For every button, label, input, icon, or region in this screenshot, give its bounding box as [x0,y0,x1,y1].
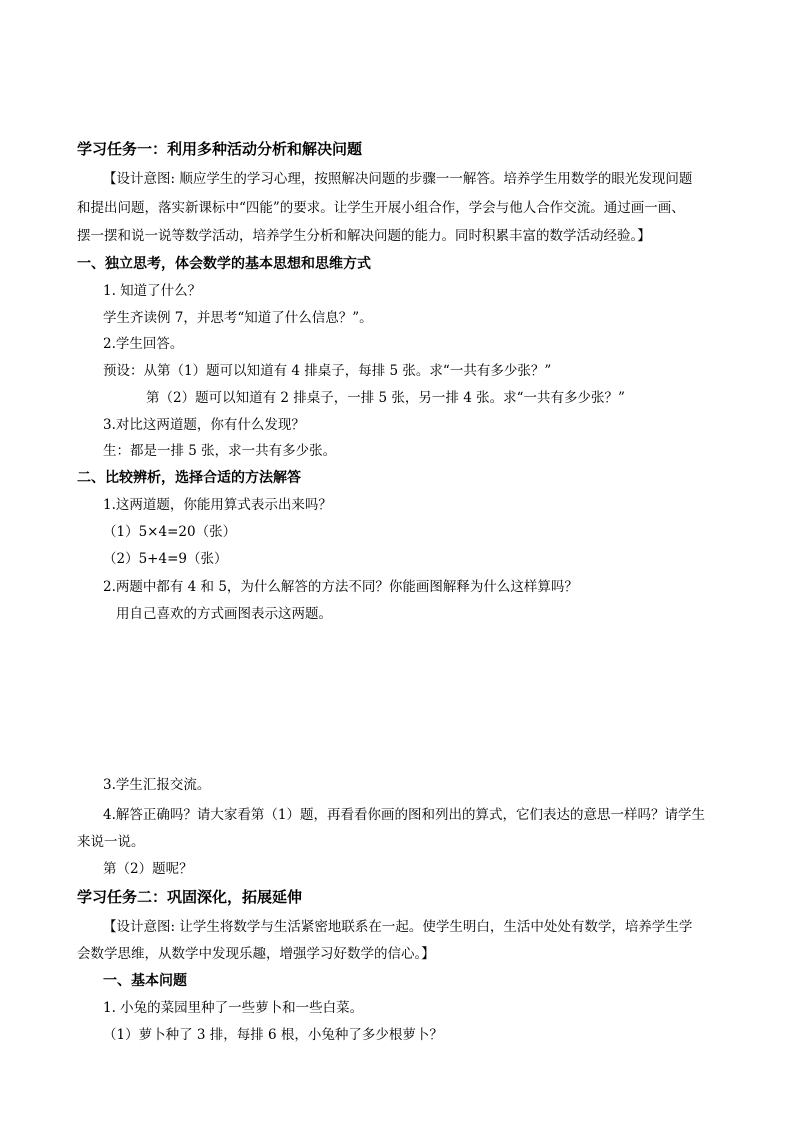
task2-title: 学习任务二：巩固深化，拓展延伸 [77,888,303,906]
task1-section1-line-2: 学生齐读例 7，并思考“知道了什么信息？”。 [103,310,373,326]
task1-section2-after-line-2: 4.解答正确吗？请大家看第（1）题，再看看你画的图和列出的算式，它们表达的意思一样吗？请学生 [103,807,705,823]
task2-section1-line-2: （1）萝卜种了 3 排，每排 6 根，小兔种了多少根萝卜？ [103,1027,443,1043]
task2-section1-line-1: 1. 小兔的菜园里种了一些萝卜和一些白菜。 [103,1000,364,1016]
task1-section2-line-4: 2.两题中都有 4 和 5，为什么解答的方法不同？你能画图解释为什么这样算吗？ [103,579,578,595]
task2-design-intent-line-2: 会数学思维，从数学中发现乐趣，增强学习好数学的信心。】 [77,946,435,962]
task1-section2-line-2: （1）5×4=20（张） [103,524,237,540]
task1-section2-after-line-1: 3.学生汇报交流。 [103,777,211,793]
task1-section2-after-line-4: 第（2）题呢？ [103,861,193,877]
task1-section1-line-3: 2.学生回答。 [103,336,184,352]
task1-title: 学习任务一：利用多种活动分析和解决问题 [77,140,363,158]
task1-section2-line-5: 用自己喜欢的方式画图表示这两题。 [116,606,332,622]
task1-design-intent-line-3: 摆一摆和说一说等数学活动，培养学生分析和解决问题的能力。同时积累丰富的数学活动经验。】 [77,228,651,244]
task1-design-intent-line-1: 【设计意图: 顺应学生的学习心理，按照解决问题的步骤一一解答。培养学生用数学的眼光发现问题 [103,171,693,187]
task1-section1-line-7: 生：都是一排 5 张，求一共有多少张。 [103,443,337,459]
task2-design-intent-line-1: 【设计意图: 让学生将数学与生活紧密地联系在一起。使学生明白，生活中处处有数学，培养学生学 [103,919,693,935]
task1-section2-line-3: （2）5+4=9（张） [103,551,228,567]
task1-section1-line-4: 预设：从第（1）题可以知道有 4 排桌子，每排 5 张。求“一共有多少张？” [103,363,552,379]
task1-section1-line-6: 3.对比这两道题，你有什么发现？ [103,417,305,433]
task2-section1-heading: 一、基本问题 [103,973,187,989]
task1-section2-line-1: 1.这两道题，你能用算式表示出来吗？ [103,497,332,513]
task1-section1-heading: 一、独立思考，体会数学的基本思想和思维方式 [77,256,371,272]
task1-section1-line-1: 1. 知道了什么？ [103,283,202,299]
task1-design-intent-line-2: 和提出问题，落实新课标中“四能”的要求。让学生开展小组合作，学会与他人合作交流。通过画一画、 [77,200,685,216]
task1-section2-heading: 二、比较辨析，选择合适的方法解答 [77,470,301,486]
task1-section1-line-5: 第（2）题可以知道有 2 排桌子，一排 5 张，另一排 4 张。求“一共有多少张？” [146,390,625,406]
task1-section2-after-line-3: 来说一说。 [77,834,145,850]
